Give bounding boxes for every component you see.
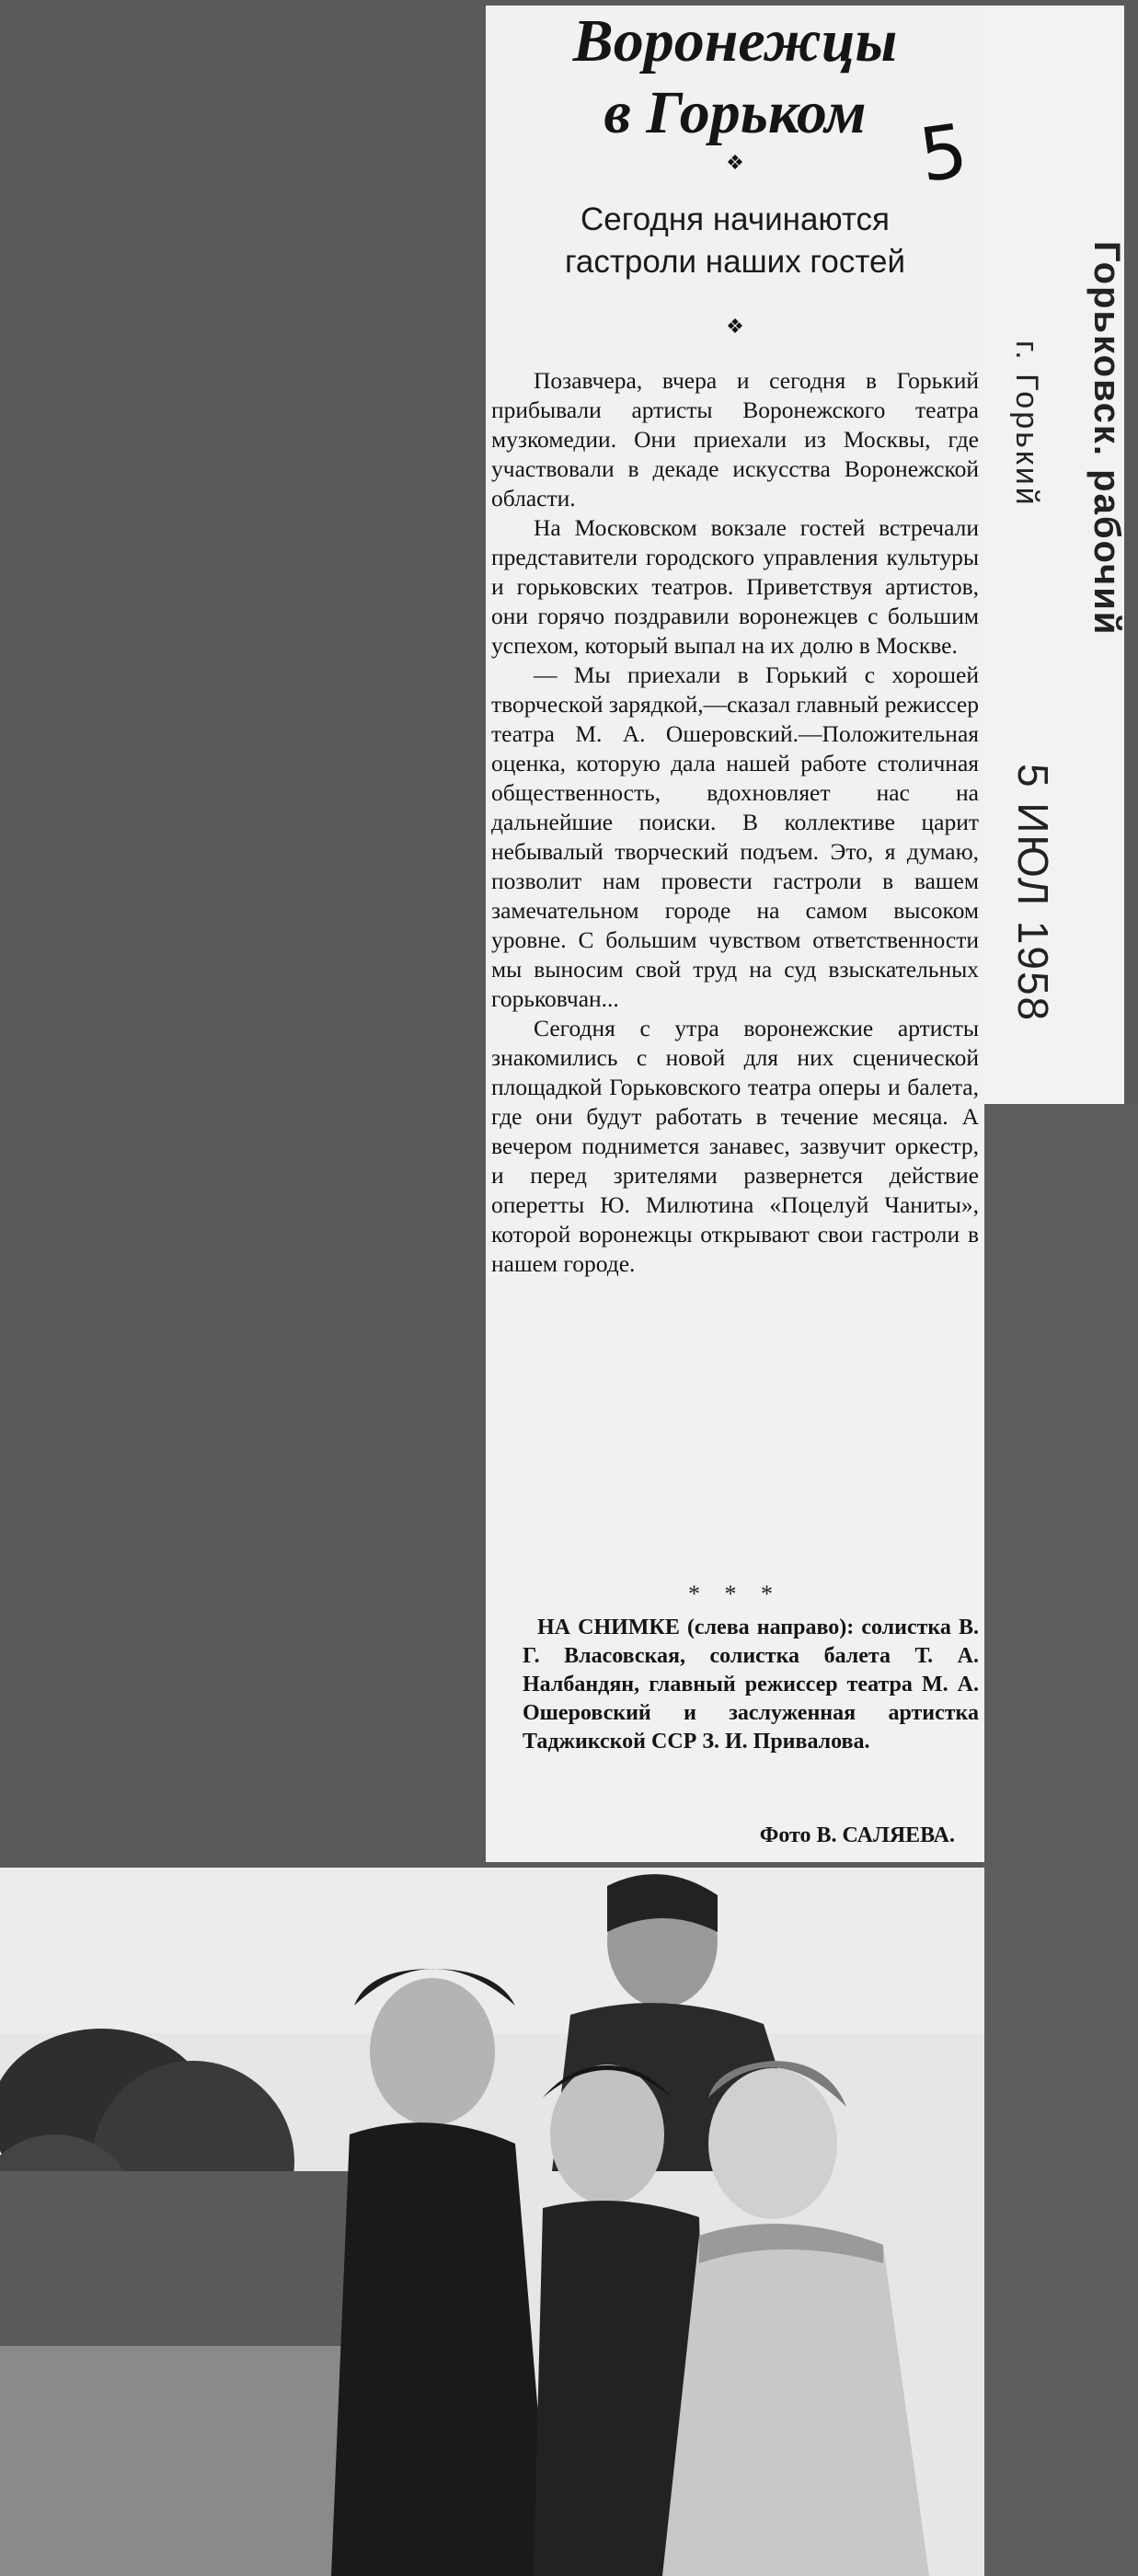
ornament-top: ❖ bbox=[726, 151, 744, 174]
article-paragraph: Позавчера, вчера и сегодня в Горький прибывали артисты Воронежского театра музкомедии. Они приехали из Москвы, где участвовали в декаде искусства Воронежской области. bbox=[491, 367, 979, 512]
photo-credit: Фото В. САЛЯЕВА. bbox=[759, 1823, 955, 1847]
headline-line-1: Воронежцы bbox=[572, 7, 898, 75]
article-paragraph: — Мы приехали в Горький с хорошей творческой зарядкой,—сказал главный режиссер театра М. А. Ошеровский.—Положительная оценка, которую дала нашей работе столичная общественность, вдохновляет нас на дальнейшие поиски. В коллективе царит небывалый творческий подъем. Это, я думаю, позволит нам провести гастроли в вашем замечательном городе на самом высоком уровне. С большим чувством ответственности мы выносим свой труд на суд взыскательных горьковчан... bbox=[491, 661, 979, 1012]
subheadline-line-1: Сегодня начинаются bbox=[580, 201, 891, 237]
photo-image bbox=[0, 1868, 984, 2576]
section-divider-stars: * * * bbox=[688, 1581, 782, 1607]
headline-line-2: в Горьком bbox=[603, 79, 867, 146]
handwritten-number: 5 bbox=[914, 107, 973, 200]
photo-caption-text: НА СНИМКЕ (слева направо): солистка В. Г. Власовская, солистка балета Т. А. Налбандян, главный режиссер театра М. А. Ошеровский и заслуженная артистка Таджикской ССР З. И. Привалова. bbox=[523, 1616, 979, 1754]
group-photograph bbox=[0, 1868, 984, 2576]
newspaper-clipping bbox=[486, 6, 984, 1862]
article-paragraph: Сегодня с утра воронежские артисты знакомились с новой для них сценической площадкой Горьковского театра оперы и балета, где они будут работать в течение месяца. А вечером поднимется занавес, зазвучит оркестр, и перед зрителями развернется действие оперетты Ю. Милютина «Поцелуй Чаниты», которой воронежцы открывают свои гастроли в нашем городе. bbox=[491, 1015, 979, 1277]
photo-caption bbox=[523, 1614, 979, 1756]
headline bbox=[486, 6, 984, 149]
subheadline-line-2: гастроли наших гостей bbox=[564, 244, 906, 280]
subheadline bbox=[486, 199, 984, 283]
article-body bbox=[491, 366, 979, 1279]
stamp-date: 5 ИЮЛ 1958 bbox=[1009, 764, 1057, 1023]
ornament-middle: ❖ bbox=[726, 315, 744, 338]
board-margin bbox=[984, 1104, 1138, 2576]
article-paragraph: На Московском вокзале гостей встречали представители городского управления культуры и горьковских театров. Приветствуя артистов, они горячо поздравили воронежцев с большим успехом, который выпал на их долю в Москве. bbox=[491, 514, 979, 659]
stamp-newspaper-name: Горьковск. рабочий bbox=[1086, 241, 1127, 637]
stamp-city: г. Горький bbox=[1009, 340, 1044, 508]
